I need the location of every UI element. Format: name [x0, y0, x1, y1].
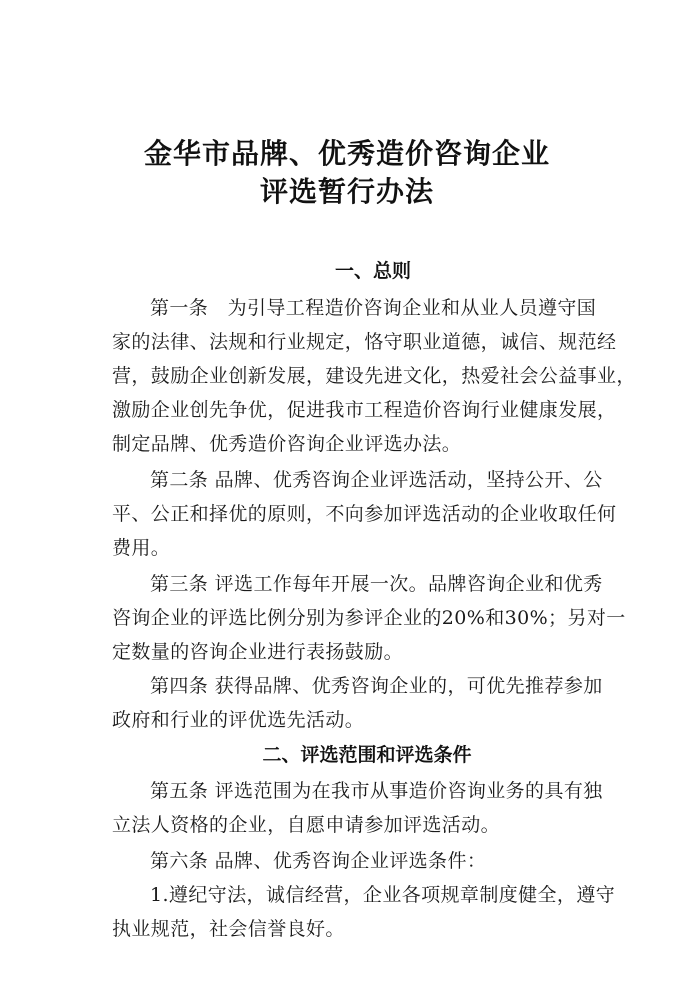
- article-1-line-2: 家的法律、法规和行业规定，恪守职业道德，诚信、规范经: [112, 331, 617, 353]
- article-2-line-2: 平、公正和择优的原则，不向参加评选活动的企业收取任何: [112, 503, 617, 525]
- article-1-line-3: 营，鼓励企业创新发展，建设先进文化，热爱社会公益事业，: [112, 365, 636, 387]
- document-title-line-1: 金华市品牌、优秀造价咨询企业: [143, 137, 550, 170]
- article-2-line-1: 第二条 品牌、优秀咨询企业评选活动，坚持公开、公: [150, 469, 603, 491]
- article-6-line-1: 第六条 品牌、优秀咨询企业评选条件：: [150, 850, 487, 872]
- article-1-line-5: 制定品牌、优秀造价咨询企业评选办法。: [112, 433, 462, 455]
- article-1-line-4: 激励企业创先争优，促进我市工程造价咨询行业健康发展，: [112, 399, 617, 421]
- article-5-line-2: 立法人资格的企业，自愿申请参加评选活动。: [112, 814, 501, 836]
- section-heading-general: 一、总则: [334, 260, 411, 282]
- article-3-line-1: 第三条 评选工作每年开展一次。品牌咨询企业和优秀: [150, 573, 603, 595]
- article-6-item-1-line-2: 执业规范，社会信誉良好。: [112, 918, 345, 940]
- article-5-line-1: 第五条 评选范围为在我市从事造价咨询业务的具有独: [150, 780, 603, 802]
- section-heading-scope: 二、评选范围和评选条件: [262, 744, 472, 766]
- article-4-line-2: 政府和行业的评优选先活动。: [112, 709, 365, 731]
- article-2-line-3: 费用。: [112, 537, 171, 559]
- article-3-line-3: 定数量的咨询企业进行表扬鼓励。: [112, 641, 404, 663]
- article-6-item-1-line-1: 1.遵纪守法，诚信经营，企业各项规章制度健全，遵守: [150, 884, 616, 906]
- article-4-line-1: 第四条 获得品牌、优秀咨询企业的，可优先推荐参加: [150, 675, 603, 697]
- document-title-line-2: 评选暂行办法: [259, 175, 434, 208]
- article-3-line-2: 咨询企业的评选比例分别为参评企业的20%和30%；另对一: [112, 607, 626, 629]
- article-1-line-1: 第一条 为引导工程造价咨询企业和从业人员遵守国: [150, 297, 597, 319]
